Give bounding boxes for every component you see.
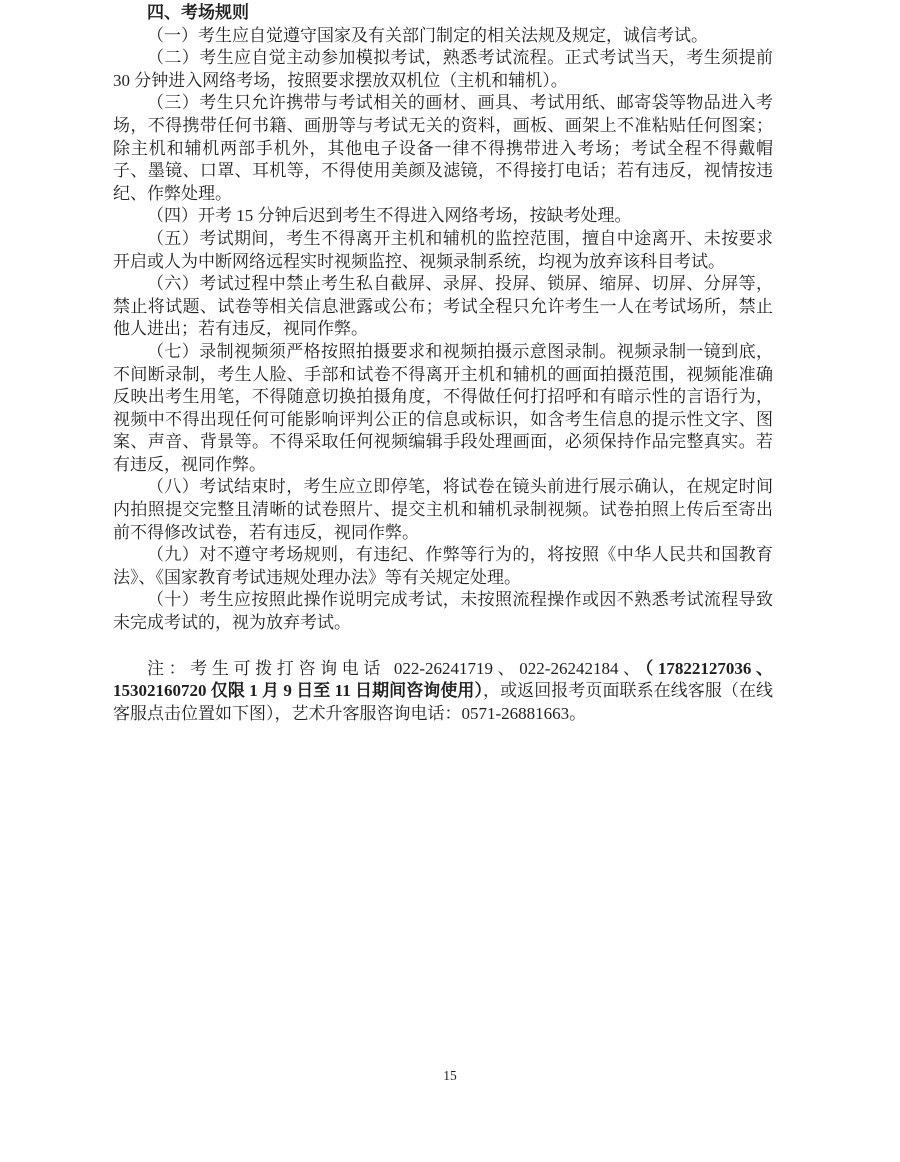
contact-note-prefix: 注：考生可拨打咨询电话 022-26241719、022-26242184、 [147, 658, 645, 678]
rule-item-9: （九）对不遵守考场规则，有违纪、作弊等行为的，将按照《中华人民共和国教育法》、《国家教育考试违规处理办法》等有关规定处理。 [113, 545, 773, 587]
rule-item-6: （六）考试过程中禁止考生私自截屏、录屏、投屏、锁屏、缩屏、切屏、分屏等，禁止将试题、试卷等相关信息泄露或公布；考试全程只允许考生一人在考试场所，禁止他人进出；若有违反，视同作弊。 [113, 274, 773, 339]
rule-item-1: （一）考生应自觉遵守国家及有关部门制定的相关法规及规定，诚信考试。 [147, 25, 708, 45]
rule-item-2: （二）考生应自觉主动参加模拟考试，熟悉考试流程。正式考试当天，考生须提前 30 分钟进入网络考场，按照要求摆放双机位（主机和辅机）。 [113, 48, 773, 90]
page-number: 15 [443, 1068, 457, 1083]
section-heading: 四、考场规则 [147, 3, 249, 22]
rule-item-3: （三）考生只允许携带与考试相关的画材、画具、考试用纸、邮寄袋等物品进入考场，不得携带任何书籍、画册等与考试无关的资料，画板、画架上不准粘贴任何图案；除主机和辅机两部手机外，其他电子设备一律不得携带进入考场；考试全程不得戴帽子、墨镜、口罩、耳机等，不得使用美颜及滤镜，不得接打电话；若有违反，视情按违纪、作弊处理。 [113, 93, 773, 203]
rule-item-5: （五）考试期间，考生不得离开主机和辅机的监控范围，擅自中途离开、未按要求开启或人为中断网络远程实时视频监控、视频录制系统，均视为放弃该科目考试。 [113, 228, 773, 271]
document-body [113, 2, 773, 725]
contact-note [113, 658, 773, 726]
rule-item-4: （四）开考 15 分钟后迟到考生不得进入网络考场，按缺考处理。 [147, 206, 632, 226]
rule-item-8: （八）考试结束时，考生应立即停笔，将试卷在镜头前进行展示确认，在规定时间内拍照提交完整且清晰的试卷照片、提交主机和辅机录制视频。试卷拍照上传后至寄出前不得修改试卷，若有违反，视同作弊。 [113, 477, 773, 542]
rule-item-7: （七）录制视频须严格按照拍摄要求和视频拍摄示意图录制。视频录制一镜到底，不间断录制，考生人脸、手部和试卷不得离开主机和辅机的画面拍摄范围，视频能准确反映出考生用笔，不得随意切换拍摄角度，不得做任何打招呼和有暗示性的言语行为，视频中不得出现任何可能影响评判公正的信息或标识，如含考生信息的提示性文字、图案、声音、背景等。不得采取任何视频编辑手段处理画面，必须保持作品完整真实。若有违反，视同作弊。 [113, 341, 773, 474]
contact-note-suffix: ，或返回报考页面联系在线客服（在线客服点击位置如下图），艺术升客服咨询电话：0571-26881663。 [113, 681, 774, 723]
contact-note-bold-phones: （17822127036、15302160720 仅限 1 月 9 日至 11 日期间咨询使用） [113, 658, 774, 701]
rule-item-10: （十）考生应按照此操作说明完成考试，未按照流程操作或因不熟悉考试流程导致未完成考试的，视为放弃考试。 [113, 590, 773, 633]
